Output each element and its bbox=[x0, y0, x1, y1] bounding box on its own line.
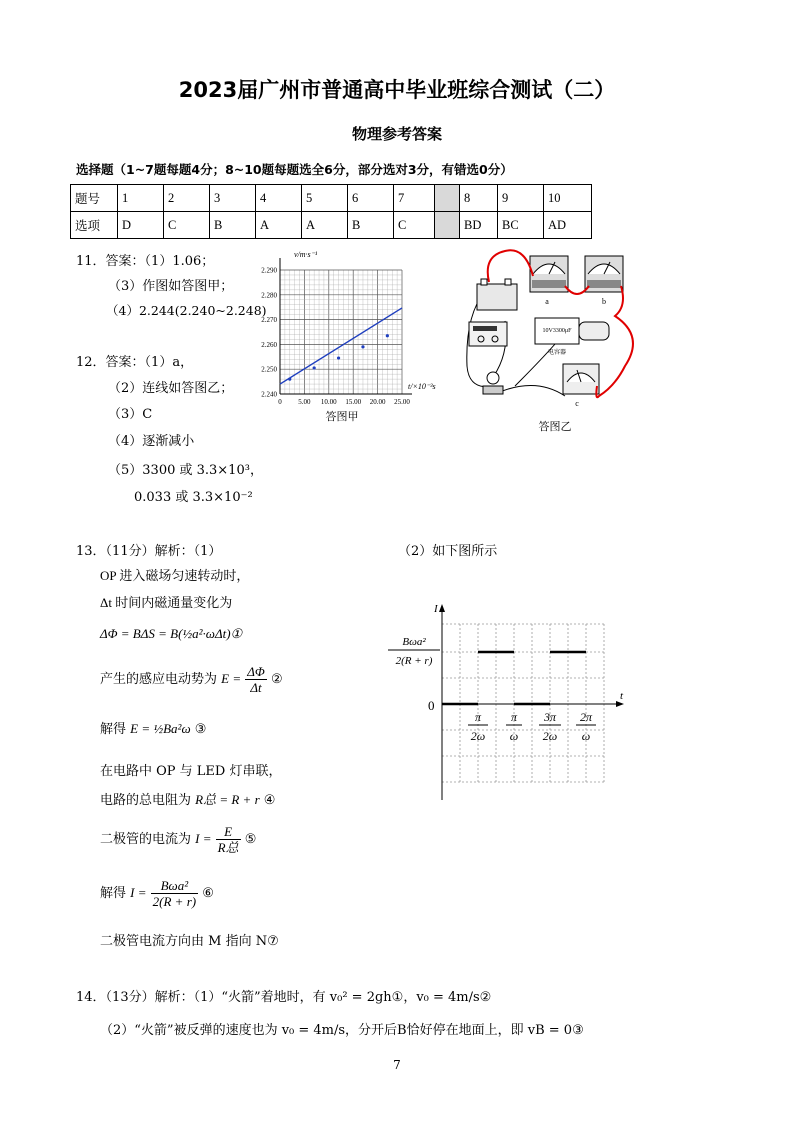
table-cell-blank bbox=[435, 185, 460, 212]
q13-part2: （2）如下图所示 bbox=[398, 544, 498, 559]
page-number: 7 bbox=[393, 1058, 401, 1072]
power-supply-label bbox=[473, 326, 497, 331]
chart-y-label: v/m·s⁻¹ bbox=[294, 250, 318, 259]
x-tick-label: 0 bbox=[278, 398, 282, 406]
wire bbox=[495, 385, 565, 396]
circuit-diagram bbox=[455, 246, 655, 436]
tick-2-den: ω bbox=[509, 729, 519, 743]
answer-table bbox=[70, 184, 592, 239]
battery-terminal bbox=[481, 279, 487, 285]
data-point bbox=[313, 366, 316, 369]
svg-text:10V3300μF: 10V3300μF bbox=[542, 328, 572, 334]
q13-line-1: OP 进入磁场匀速转动时， bbox=[100, 568, 250, 583]
chart-x-label: t/×10⁻³s bbox=[408, 382, 436, 391]
chart-caption: 答图甲 bbox=[325, 411, 359, 423]
current-time-graph bbox=[384, 600, 644, 810]
page-title: 2023届广州市普通高中毕业班综合测试（二） bbox=[178, 78, 616, 102]
table-cell: A bbox=[302, 212, 348, 239]
q12-answer-5: （5）3300 或 3.3×10³， bbox=[108, 463, 263, 478]
data-point bbox=[386, 334, 389, 337]
switch-b bbox=[585, 256, 623, 306]
y-tick-label: 2.250 bbox=[261, 365, 277, 374]
table-cell-blank bbox=[435, 212, 460, 239]
tick-1-den: 2ω bbox=[470, 729, 486, 743]
q11-answer-4: （4）2.244(2.240~2.248) bbox=[106, 303, 267, 318]
table-cell: AD bbox=[544, 212, 592, 239]
data-point bbox=[361, 345, 364, 348]
y-axis-arrow bbox=[439, 604, 445, 612]
x-tick-label: 10.00 bbox=[320, 398, 337, 406]
tick-3-den: 2ω bbox=[542, 729, 558, 743]
table-cell: 8 bbox=[460, 185, 498, 212]
q13-eq3: 解得 E = ½Ba²ω ③ bbox=[100, 721, 207, 737]
q13-header: 13．（11分）解析：（1） bbox=[76, 544, 222, 559]
choice-section-heading: 选择题（1~7题每题4分；8~10题每题选全6分，部分选对3分，有错选0分） bbox=[76, 162, 513, 177]
q12-answer-2: （2）连线如答图乙； bbox=[108, 381, 234, 396]
data-point bbox=[288, 378, 291, 381]
origin-label: 0 bbox=[428, 698, 435, 713]
q13-eq4: 电路的总电阻为 R总 = R + r ④ bbox=[100, 792, 276, 808]
q12-answer-5b: 0.033 或 3.3×10⁻² bbox=[134, 490, 253, 505]
y-axis-label: I bbox=[434, 603, 438, 615]
table-cell: 3 bbox=[210, 185, 256, 212]
bulb bbox=[483, 372, 503, 394]
table-cell: B bbox=[210, 212, 256, 239]
tick-4-num: 2π bbox=[579, 710, 593, 724]
y-tick-label: 2.280 bbox=[261, 291, 277, 300]
capacitor bbox=[535, 318, 609, 356]
x-tick-label: 15.00 bbox=[345, 398, 362, 406]
red-wire bbox=[488, 250, 533, 282]
q13-line-9: 二极管电流方向由 M 指向 N⑦ bbox=[100, 934, 279, 949]
table-cell: 5 bbox=[302, 185, 348, 212]
row-label: 题号 bbox=[71, 185, 118, 212]
q13-eq2: 产生的感应电动势为 E = $\frac{\Delta\Phi}{\Delta t}$ ② bbox=[100, 664, 283, 695]
data-point bbox=[337, 356, 340, 359]
q13-line-2: Δt 时间内磁通量变化为 bbox=[100, 595, 233, 610]
q11-answer-3: （3）作图如答图甲； bbox=[108, 279, 234, 294]
table-cell: 6 bbox=[348, 185, 394, 212]
label-b: b bbox=[602, 297, 606, 306]
level-denominator: 2(R + r) bbox=[395, 655, 433, 667]
table-cell: 9 bbox=[498, 185, 544, 212]
tick-1-num: π bbox=[474, 710, 482, 724]
table-cell: C bbox=[164, 212, 210, 239]
tick-4-den: ω bbox=[581, 729, 591, 743]
q13-eq1: ΔΦ = BΔS = B(½a²·ωΔt)① bbox=[100, 626, 243, 641]
table-cell: BD bbox=[460, 212, 498, 239]
svg-text:电容器: 电容器 bbox=[547, 350, 567, 356]
fraction: $\frac{\Delta\Phi}{\Delta t}$ bbox=[247, 664, 265, 695]
q13-eq6: 解得 I = $\frac{\text{Bωa²}}{2(R + r)}$ ⑥ bbox=[100, 878, 214, 909]
table-cell: 2 bbox=[164, 185, 210, 212]
label-c: c bbox=[575, 399, 579, 408]
fraction: $\frac{E}{\text{R总}}$ bbox=[217, 824, 239, 855]
x-tick-label: 5.00 bbox=[298, 398, 311, 406]
table-cell: C bbox=[394, 212, 435, 239]
velocity-time-chart bbox=[250, 248, 440, 428]
x-tick-label: 25.00 bbox=[394, 398, 410, 406]
q13-eq5: 二极管的电流为 I = $\frac{E}{\text{R总}}$ ⑤ bbox=[100, 824, 257, 855]
table-row bbox=[71, 212, 592, 239]
q11-answer-1: 11．答案：（1）1.06； bbox=[76, 254, 215, 269]
q12-answer-3: （3）C bbox=[108, 407, 153, 422]
battery-box bbox=[477, 284, 517, 310]
tick-3-num: 3π bbox=[543, 710, 557, 724]
y-tick-label: 2.290 bbox=[261, 266, 277, 275]
battery-terminal bbox=[505, 279, 511, 285]
q13-line-5: 在电路中 OP 与 LED 灯串联， bbox=[100, 764, 282, 779]
table-cell: A bbox=[256, 212, 302, 239]
y-tick-label: 2.270 bbox=[261, 316, 277, 325]
tick-2-num: π bbox=[510, 710, 518, 724]
meter-c bbox=[563, 364, 599, 408]
q14-line-1: 14．（13分）解析：（1）“火箭”着地时，有 v₀² = 2gh①，v₀ = 4m/s② bbox=[76, 990, 492, 1005]
label-a: a bbox=[545, 297, 549, 306]
q14-line-2: （2）“火箭”被反弹的速度也为 v₀ = 4m/s，分开后B恰好停在地面上，即 vB = 0③ bbox=[100, 1023, 584, 1038]
table-cell: 4 bbox=[256, 185, 302, 212]
chart-grid bbox=[280, 258, 412, 394]
table-cell: 10 bbox=[544, 185, 592, 212]
page-subtitle: 物理参考答案 bbox=[351, 125, 442, 143]
row-label: 选项 bbox=[71, 212, 118, 239]
table-cell: D bbox=[118, 212, 164, 239]
y-tick-label: 2.260 bbox=[261, 340, 277, 349]
table-cell: BC bbox=[498, 212, 544, 239]
q12-answer-4: （4）逐渐减小 bbox=[108, 434, 195, 449]
fraction: $\frac{\text{Bωa²}}{2(R + r)}$ bbox=[152, 878, 197, 909]
switch-a bbox=[530, 256, 568, 306]
x-axis-label: t bbox=[620, 690, 624, 702]
level-numerator: Bωa² bbox=[402, 636, 426, 648]
q12-answer-1: 12．答案：（1）a， bbox=[76, 355, 194, 370]
power-supply bbox=[469, 322, 507, 346]
table-cell: 7 bbox=[394, 185, 435, 212]
x-tick-label: 20.00 bbox=[369, 398, 386, 406]
table-cell: 1 bbox=[118, 185, 164, 212]
table-row bbox=[71, 185, 592, 212]
circuit-caption: 答图乙 bbox=[538, 421, 572, 433]
table-cell: B bbox=[348, 212, 394, 239]
y-tick-label: 2.240 bbox=[261, 390, 277, 399]
